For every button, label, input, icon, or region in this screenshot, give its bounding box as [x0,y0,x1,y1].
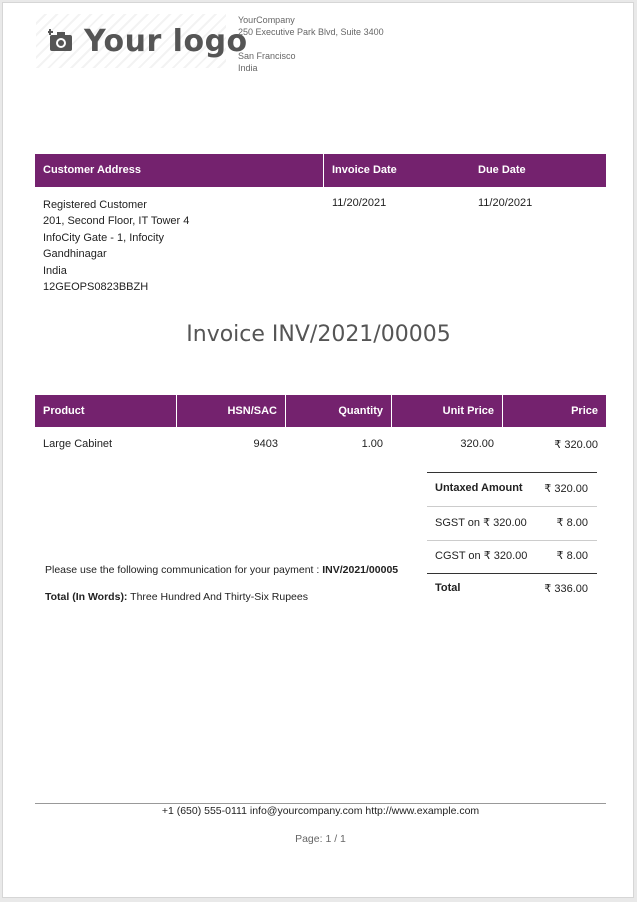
invoice-date-heading: Invoice Date [332,154,397,187]
totals-total-rule [427,573,597,574]
price-heading: Price [503,395,606,427]
sgst-label: SGST on ₹ 320.00 [435,517,527,529]
customer-line: India [43,264,67,277]
company-country: India [238,63,258,73]
due-date-heading: Due Date [478,154,526,187]
invoice-date-value: 11/20/2021 [332,197,387,209]
amount-in-words-value: Three Hundred And Thirty-Six Rupees [130,591,308,603]
line-unit-price: 320.00 [460,438,494,450]
product-heading: Product [35,395,177,427]
company-address [238,14,384,74]
payment-communication-text: Please use the following communication for your payment : [45,564,320,576]
line-hsn: 9403 [253,438,278,450]
logo-text: Your logo [84,24,248,59]
company-name: YourCompany [238,15,295,25]
page-number: Page: 1 / 1 [295,833,346,845]
header-divider [323,154,324,187]
footer-rule [35,803,606,804]
customer-address-heading: Customer Address [43,154,141,187]
line-price: ₹ 320.00 [554,439,598,451]
cgst-label: CGST on ₹ 320.00 [435,550,528,562]
line-product: Large Cabinet [43,438,113,450]
cgst-value: ₹ 8.00 [556,550,588,562]
sgst-value: ₹ 8.00 [556,517,588,529]
hsn-heading: HSN/SAC [177,395,286,427]
totals-divider [427,506,597,507]
totals-top-rule [427,472,597,473]
customer-address [43,197,189,295]
company-logo [48,22,248,63]
due-date-value: 11/20/2021 [478,197,533,209]
amount-in-words [45,591,308,603]
totals-divider [427,540,597,541]
customer-line: Gandhinagar [43,248,107,261]
customer-line: 12GEOPS0823BBZH [43,281,149,294]
customer-line: Registered Customer [43,199,147,211]
payment-communication [45,564,398,576]
unit-price-heading: Unit Price [392,395,503,427]
total-value: ₹ 336.00 [544,583,588,595]
footer-contact: +1 (650) 555-0111 info@yourcompany.com http://www.example.com [161,805,480,817]
camera-icon [48,23,74,63]
quantity-heading: Quantity [286,395,392,427]
untaxed-label: Untaxed Amount [435,482,523,494]
customer-line: 201, Second Floor, IT Tower 4 [43,215,190,228]
amount-in-words-label: Total (In Words): [45,591,128,603]
company-city: San Francisco [238,51,296,61]
untaxed-value: ₹ 320.00 [544,483,588,495]
company-street: 250 Executive Park Blvd, Suite 3400 [238,27,384,37]
payment-reference: INV/2021/00005 [322,564,399,576]
customer-line: InfoCity Gate - 1, Infocity [43,231,165,244]
line-quantity: 1.00 [361,438,383,450]
total-label: Total [435,582,461,594]
company-blank [238,38,384,50]
invoice-title: Invoice INV/2021/00005 [186,322,451,347]
